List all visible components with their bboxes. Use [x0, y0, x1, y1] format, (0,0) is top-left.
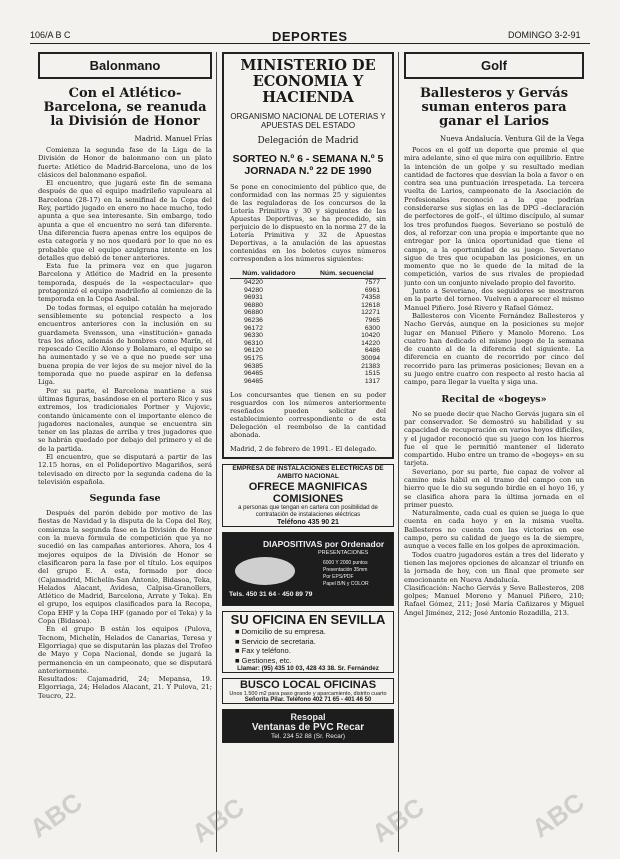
table-cell: 96880: [244, 301, 263, 309]
notice-signature: Madrid, 2 de febrero de 1991.- El delegado.: [230, 445, 377, 454]
paragraph: El encuentro, que jugará este fin de semana después de que el equipo madrileño vapuleara al Barcelona (28-17) en la semifinal de la Copa del Rey, partido jugado en enero no hace mucho, todo apunta a que sea interesante. Sin embargo, todo apunta a que el encuentro no será tan diferente. Una diferencia fuera apenas entre los equipos de esta categoría y no nos quedará por lo que no es probable que el equipo azulgrana intente en los detalles que debió de tener anteriores.: [38, 179, 212, 262]
golf-body-2: [404, 410, 584, 617]
watermark: ABC: [526, 786, 590, 844]
handball-article: [38, 52, 212, 852]
table-row: [230, 370, 386, 378]
ad-brand: Resopal: [290, 712, 326, 723]
table-cell: 12271: [361, 309, 380, 317]
table-cell: 96880: [244, 309, 263, 317]
handball-byline: Madrid. Manuel Frías: [134, 135, 212, 143]
notice-intro: Se pone en conocimiento del público que, de conformidad con las normas 25 y siguientes de las reguladoras de los concursos de la Lotería Primitiva y 30 y siguientes de las Apuestas Deportivas, se ha procedido, sin perjuicio de lo dispuesto en la norma 27 de la Lotería Primitiva y 32 de Apuestas Deportivas, a la anulación de las apuestas contenidas en los boletos cuyos números corresponden a los números siguientes:: [230, 183, 386, 263]
handball-subhead: Segunda fase: [89, 493, 161, 505]
office-wanted-ad: [222, 678, 394, 704]
golf-headline: Ballesteros y Gervás suman enteros para ganar el Larios: [419, 86, 569, 129]
table-cell: 74358: [361, 294, 380, 302]
table-cell: 96465: [244, 377, 263, 385]
page-header: [0, 0, 620, 42]
page-number: 106/A B C: [30, 30, 71, 40]
paragraph: Naturalmente, cada cual es quien se juega lo que cuenta en cada hoyo y en la misma vuelta. Ballesteros no cuenta con las victorias en ese campo, pero su calidad de juego es la de siempre, aunque a veces falle en los golpes de aproximación.: [404, 509, 584, 551]
table-cell: 1515: [364, 370, 380, 378]
ad-phone: Tels. 450 31 64 · 450 89 79: [229, 591, 313, 599]
ad-phone: Teléfono 435 90 21: [277, 519, 339, 527]
table-cell: 96330: [244, 332, 263, 340]
paragraph: Después del parón debido por motivo de las fiestas de Navidad y la disputa de la Copa del Rey, comienza la segunda fase en la División de Honor con la nueva fórmula de competición que ya no sucedió en las campañas anteriores. Ahora, los 4 mejores equipos de la División de Honor se clasificaron para la fase por el título. Los equipos del grupo E. A esta, formado por doce (Cajamadrid, Michelín-San Antonio, Bidasoa, Teka, Helados Alacant, Avidesa, Calpisa-Granollers, Atlético de Madrid, Barcelona, Arrate y Teka). En el grupo, los equipos clasificados para la Recopa, Copa EHF y la Copa IHF (ganado por el Teka) y la Copa (Bidasoa).: [38, 509, 212, 626]
table-cell: 96465: [244, 370, 263, 378]
table-cell: 12618: [361, 301, 380, 309]
watermark: ABC: [186, 791, 250, 849]
ministry-delegation: Delegación de Madrid: [257, 136, 359, 146]
table-cell: 96236: [244, 316, 263, 324]
table-row: [230, 279, 386, 287]
paragraph: Por su parte, el Barcelona mantiene a sus últimas figuras, basándose en el portero Rico y sus extremos, los tradicionales Portner y Vujovic, contando únicamente con el importante elenco de jugadores nacionales, aunque se encuentra sin tener en las plazas de arriba y tres jugadores que se habrán quedado por debajo del primero y el de de la partida.: [38, 386, 212, 453]
watermark: ABC: [366, 791, 430, 849]
paragraph: De todas formas, el equipo catalán ha mejorado sensiblemente su potencial respecto a los encuentros anteriores con la inclusión en su guardameta Svensson, una «institución» ganada tras los años, además de hombres como Marín, el repescado Cecilio Alonso y Bolamaro, el equipo se ha aumentado y se ve a que no puede ser una buena propia de ver lejos de su mejor nivel de la temporada que no puede aspirar en la defensa Liga.: [38, 303, 212, 387]
ad-item: ■ Fax y teléfono.: [235, 646, 291, 656]
table-cell: 96310: [244, 339, 263, 347]
table-cell: 6961: [364, 286, 380, 294]
table-cell: 14220: [361, 339, 380, 347]
golf-article: [404, 52, 584, 852]
table-row: [230, 332, 386, 340]
ad-company: EMPRESA DE INSTALACIONES ELECTRICAS DE AMBITO NACIONAL: [232, 465, 384, 481]
table-row: [230, 340, 386, 348]
ad-phone: Llamar: (95) 435 10 03, 428 43 38. Sr. Fernández: [237, 665, 379, 673]
table-cell: 7577: [364, 279, 380, 286]
seville-office-ad: [222, 611, 394, 673]
ad-item: ■ Servicio de secretaria.: [235, 636, 316, 646]
ad-item: ■ Gestiones, etc.: [235, 655, 292, 665]
table-cell: 96120: [244, 347, 263, 355]
ministry-title: MINISTERIO DE ECONOMIA Y HACIENDA: [240, 57, 376, 106]
paragraph: Junto a Severiano, dos seguidores se mostraron en la parte del torneo. Vuelven a aparecer el mismo Manuel Piñero. José Rivero y Rafael Gómez.: [404, 287, 584, 312]
table-row: [230, 363, 386, 371]
sorteo-heading: SORTEO N.º 6 - SEMANA N.º 5 JORNADA N.º 22 DE 1990: [232, 153, 384, 177]
ad-headline: BUSCO LOCAL OFICINAS: [239, 679, 377, 692]
paragraph: Ballesteros con Vicente Fernández Ballesteros y Nacho Gervás, aunque en la posiciones su mejor lugar en Manuel Piñero y Manolo Moreno. Los cuatro han dedicado el mismo juego de la semana de cuanto al de la diferencia del siguiente. La diferencia en cuanto de recorrido por cinco del recorrido para las primeras posiciones; llevan en a su juego entre cuatro con respecto al resto hacia al campo, para llegar la vuelta y siga una.: [404, 311, 584, 387]
ministry-column: [222, 52, 394, 852]
table-row: [230, 287, 386, 295]
golf-subhead: Recital de «bogeys»: [441, 393, 547, 405]
paragraph: Pocos en el golf un deporte que premie el que mira adelante, sino el que mira con equilibrio. Entre la intención de un golpe y su resultado median cantidad de factores que desvían la bola a favor o en contra sea una puntuación irrespetada. La tercera vuelta de Larios, campeonato de la Asociación de Profesionales reconoció a la que podrían considerarse sus siglas en las de DPG –declaración de perfectores de golf–, el último discípulo, al sumar los tres profundos fuegos. Severiano se postuló de dos, al reforzar con una propia e importante que no entregar por la única oportunidad que tiene el campo, a la oportunidad de su juego. Severiano sigue de tres que ocupaban las posiciones, en un momento que no le quede de la mitad de la competición, varios de sus rivales de propiedad junto con un conjunto nivelado propio del favorito.: [404, 146, 584, 287]
slides-ad: [222, 532, 394, 606]
table-cell: 7965: [364, 316, 380, 324]
table-cell: 95175: [244, 354, 263, 362]
ad-headline: SU OFICINA EN SEVILLA: [230, 612, 386, 628]
ad-headline: Ventanas de PVC Recar: [251, 722, 365, 734]
table-cell: 96385: [244, 362, 263, 370]
classification-paragraph: Clasificación: Nacho Gervás y Seve Ballesteros, 208 golpes; Manuel Moreno y Manuel Piñero, 210; Rafael Gómez, 211; José María Cañizares y Miguel Ángel Jiménez, 212; José Antonio Rozadilla, 213.: [404, 583, 584, 617]
ad-graphic: [235, 557, 295, 585]
column-divider: [216, 52, 217, 852]
electrical-ad: [222, 464, 394, 527]
ad-headline: DIAPOSITIVAS por Ordenador: [263, 539, 385, 550]
golf-section-box: Golf: [404, 52, 584, 79]
table-cell: 94280: [244, 286, 263, 294]
results-paragraph: Resultados: Cajamadrid, 24; Mepansa, 19. Elgorriaga, 24; Helados Alacant, 21. Y Pulova, 21; Teucro, 22.: [38, 675, 212, 700]
ad-line: Presentación 35mm: [323, 567, 368, 574]
paragraph: Severiano, por su parte, fue capaz de volver al camino más hábil en el tramo del campo con un hierro que le dio su segundo birdie en el hoyo 16, y se clasifica ahora para la última jornada en el primer puesto.: [404, 467, 584, 509]
windows-ad: [222, 709, 394, 743]
ad-subtitle: PRESENTACIONES: [318, 550, 369, 557]
paragraph: Comienza la segunda fase de la Liga de la División de Honor de balonmano con un plato fuerte: Atlético de Madrid-Barcelona, uno de los clásicos del balonmano español.: [38, 146, 212, 179]
ad-line: Por EPS/PDF: [323, 574, 354, 581]
table-row: [230, 302, 386, 310]
table-cell: 96172: [244, 324, 263, 332]
ad-phone: Señorita Pilar. Teléfono 402 71 65 - 401 46 50: [244, 697, 372, 704]
table-cell: 21383: [361, 362, 380, 370]
golf-byline: Nueva Andalucía. Ventura Gil de la Vega: [440, 135, 584, 143]
table-row: [230, 355, 386, 363]
ad-line: Papel B/N y COLOR: [323, 581, 369, 588]
lottery-notice: [222, 52, 394, 459]
golf-body: [404, 146, 584, 387]
table-cell: 6486: [364, 347, 380, 355]
table-row: [230, 317, 386, 325]
table-cell: 1317: [364, 377, 380, 385]
paragraph: Esta fue la primera vez en que jugaron Barcelona y Atlético de Madrid en la presente temporada, después de la «espectacular» que protagonizó el equipo madrileño al comienzo de la temporada en la Copa Asobal.: [38, 262, 212, 304]
handball-headline: Con el Atlético-Barcelona, se reanuda la División de Honor: [43, 86, 207, 129]
watermark: ABC: [24, 786, 88, 844]
ad-phone: Tel. 234 52 88 (Sr. Recar): [270, 733, 346, 741]
cancelled-tickets-table: [230, 269, 386, 385]
table-row: [230, 378, 386, 386]
ad-line: 6000 Y 2000 puntos: [323, 560, 368, 567]
paragraph: El encuentro, que se disputará a partir de las 12.15 horas, en el Polideportivo Magariños, será televisado en directo por la segunda cadena de la televisión española.: [38, 452, 212, 486]
table-cell: 96931: [244, 294, 263, 302]
table-row: [230, 347, 386, 355]
handball-section-box: Balonmano: [38, 52, 212, 79]
paragraph: Todos cuatro jugadores están a tres del liderato y tienen las mejores opciones de alcanzar el triunfo en la jornada de hoy, con un final que promete ser emocionante en Nueva Andalucía.: [404, 550, 584, 584]
table-row: [230, 309, 386, 317]
table-header: Núm. secuencial: [308, 269, 386, 279]
table-cell: 6300: [364, 324, 380, 332]
table-row: [230, 325, 386, 333]
table-row: [230, 294, 386, 302]
ministry-organism: ORGANISMO NACIONAL DE LOTERIAS Y APUESTAS DEL ESTADO: [230, 112, 386, 130]
notice-outro: Los concursantes que tienen en su poder resguardos con los números anteriormente reseñados pueden solicitar del establecimiento correspondiente o de esta Delegación el reembolso de la cantidad abonada.: [230, 391, 386, 440]
table-cell: 94220: [244, 279, 263, 286]
handball-body-2: [38, 509, 212, 700]
ad-headline: OFRECE MAGNIFICAS COMISIONES: [248, 481, 368, 506]
header-rule: [30, 43, 590, 44]
table-cell: 10420: [361, 332, 380, 340]
handball-body: [38, 146, 212, 486]
issue-date: DOMINGO 3-2-91: [508, 30, 581, 40]
ad-text: a personas que tengan en cartera con posibilidad de contratación de instalaciones eléctricas: [238, 505, 378, 519]
table-cell: 30094: [361, 354, 380, 362]
paragraph: No se puede decir que Nacho Gervás jugara sin el par conservador. Se demostró su habilidad y su capacidad de recuperación en varios hoyos difíciles, y el jugador reconoció que su juego con los hierros fue el que le permitió mantener el liderato compartido. Hubo entre un tramo de «bogeys» en su tarjeta.: [404, 409, 584, 468]
paragraph: En el grupo B están los equipos (Pulova, Tecnom, Michelín, Helados de Canarias, Teresa y Elgorriaga) que se disputarán las plazas del Trofeo de Mayo y Copa Nacional, donde se jugará la permanencia en un campeonato, que se disputará anteriormente.: [38, 625, 212, 675]
section-title: DEPORTES: [272, 29, 348, 44]
ad-item: ■ Domicilio de su empresa.: [235, 627, 326, 637]
ad-text: Unos 1.500 m2 para paso grande y aparcamiento, distrito cuarto: [229, 691, 387, 698]
table-header: Núm. validadoro: [230, 269, 308, 279]
column-divider: [398, 52, 399, 852]
